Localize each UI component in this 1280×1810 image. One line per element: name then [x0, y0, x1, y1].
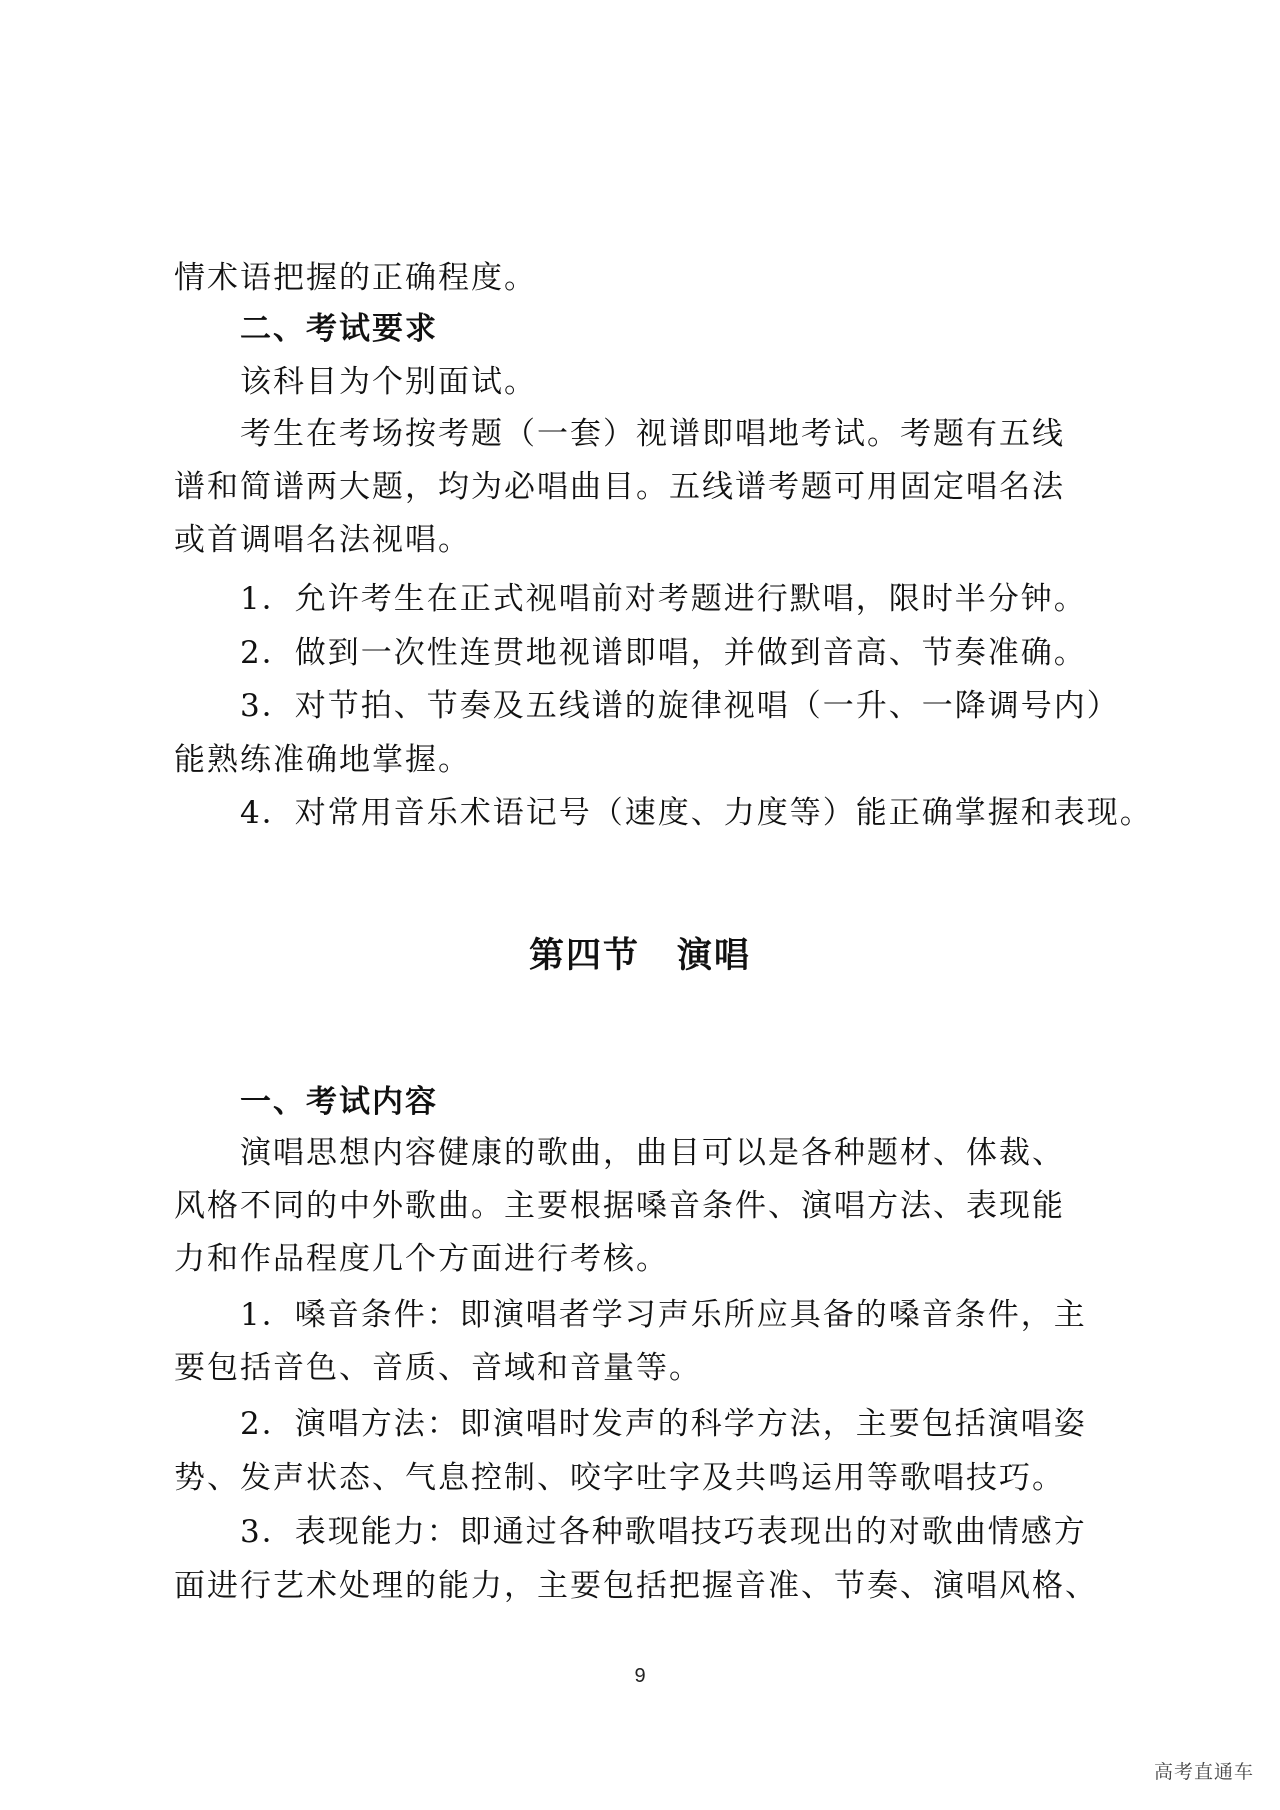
watermark: 高考直通车: [1153, 1761, 1254, 1783]
content-line: 面进行艺术处理的能力，主要包括把握音准、节奏、演唱风格、: [174, 1568, 1098, 1604]
exam-content-heading: 一、考试内容: [240, 1084, 438, 1120]
content-line: 风格不同的中外歌曲。主要根据嗓音条件、演唱方法、表现能: [174, 1188, 1065, 1224]
paragraph-line: 谱和简谱两大题，均为必唱曲目。五线谱考题可用固定唱名法: [174, 469, 1065, 505]
section-title: 第四节 演唱: [528, 936, 751, 976]
content-line: 2．演唱方法：即演唱时发声的科学方法，主要包括演唱姿: [240, 1406, 1087, 1442]
paragraph-line: 或首调唱名法视唱。: [174, 522, 471, 558]
paragraph-line: 考生在考场按考题（一套）视谱即唱地考试。考题有五线: [240, 416, 1065, 452]
requirement-item: 3．对节拍、节奏及五线谱的旋律视唱（一升、一降调号内）: [240, 688, 1120, 724]
requirement-item: 能熟练准确地掌握。: [174, 742, 471, 778]
content-line: 1．嗓音条件：即演唱者学习声乐所应具备的嗓音条件，主: [240, 1297, 1087, 1333]
page-number: 9: [634, 1665, 646, 1687]
requirement-item: 1．允许考生在正式视唱前对考题进行默唱，限时半分钟。: [240, 581, 1087, 617]
content-line: 演唱思想内容健康的歌曲，曲目可以是各种题材、体裁、: [240, 1135, 1065, 1171]
content-line: 要包括音色、音质、音域和音量等。: [174, 1350, 702, 1386]
content-line: 力和作品程度几个方面进行考核。: [174, 1241, 669, 1277]
paragraph-line: 该科目为个别面试。: [240, 364, 537, 400]
requirement-item: 4．对常用音乐术语记号（速度、力度等）能正确掌握和表现。: [240, 795, 1153, 831]
content-line: 3．表现能力：即通过各种歌唱技巧表现出的对歌曲情感方: [240, 1514, 1087, 1550]
content-line: 势、发声状态、气息控制、咬字吐字及共鸣运用等歌唱技巧。: [174, 1460, 1065, 1496]
requirement-item: 2．做到一次性连贯地视谱即唱，并做到音高、节奏准确。: [240, 635, 1087, 671]
continuation-line: 情术语把握的正确程度。: [174, 260, 537, 296]
exam-requirements-heading: 二、考试要求: [240, 311, 438, 347]
